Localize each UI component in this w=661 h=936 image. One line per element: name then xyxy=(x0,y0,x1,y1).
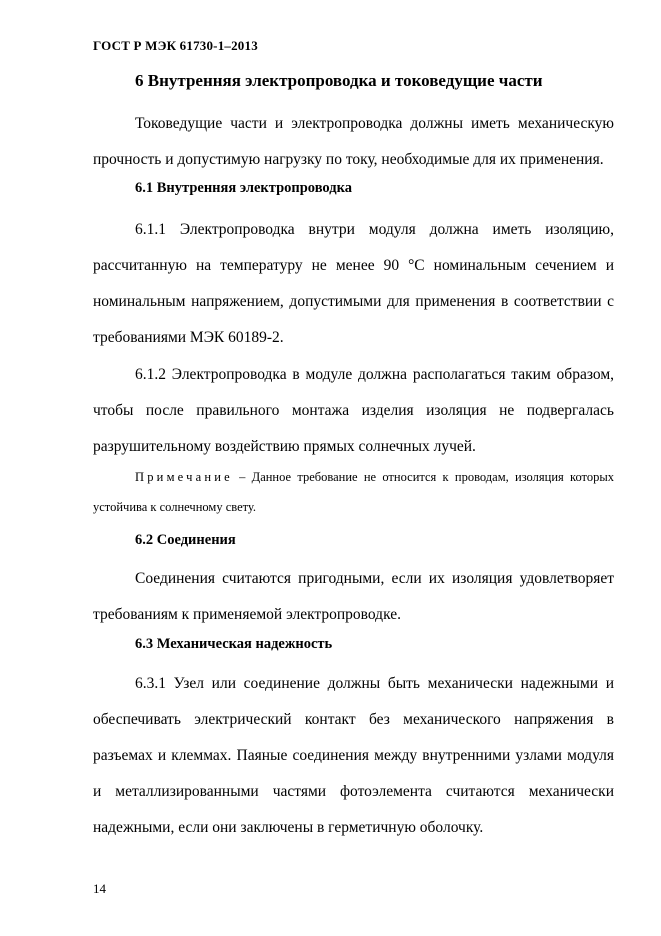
page-number: 14 xyxy=(93,881,106,896)
subsection-6-1-title: 6.1 Внутренняя электропроводка xyxy=(135,180,352,196)
paragraph-6-1-1: 6.1.1 Электропроводка внутри модуля должна иметь изоляцию, рассчитанную на температуру не менее 90 °С номинальным сечением и номинальным напряжением, допустимыми для применения в соответствии с требованиями МЭК 60189-2. xyxy=(93,221,614,346)
note-text: – Данное требование не относится к проводам, изоляция которых устойчива к солнечному свету. xyxy=(93,470,614,514)
paragraph-6-2: Соединения считаются пригодными, если их изоляция удовлетворяет требованиям к применяемой электропроводке. xyxy=(93,570,614,623)
subsection-6-2-title: 6.2 Соединения xyxy=(135,532,236,548)
section-intro-paragraph: Токоведущие части и электропроводка должны иметь механическую прочность и допустимую нагрузку по току, необходимые для их применения. xyxy=(93,115,614,168)
note-paragraph xyxy=(93,462,614,522)
paragraph-6-3-1: 6.3.1 Узел или соединение должны быть механически надежными и обеспечивать электрический контакт без механического напряжения в разъемах и клеммах. Паяные соединения между внутренними узлами модуля и металлизированными частями фотоэлемента считаются механически надежными, если они заключены в герметичную оболочку. xyxy=(93,675,614,836)
document-header: ГОСТ Р МЭК 61730-1–2013 xyxy=(93,38,258,53)
subsection-6-3-title: 6.3 Механическая надежность xyxy=(135,636,333,652)
section-title: 6 Внутренняя электропроводка и токоведущие части xyxy=(135,71,543,90)
paragraph-6-1-2: 6.1.2 Электропроводка в модуле должна располагаться таким образом, чтобы после правильного монтажа изделия изоляция не подвергалась разрушительному воздействию прямых солнечных лучей. xyxy=(93,366,614,455)
note-label: Примечание xyxy=(135,470,233,484)
